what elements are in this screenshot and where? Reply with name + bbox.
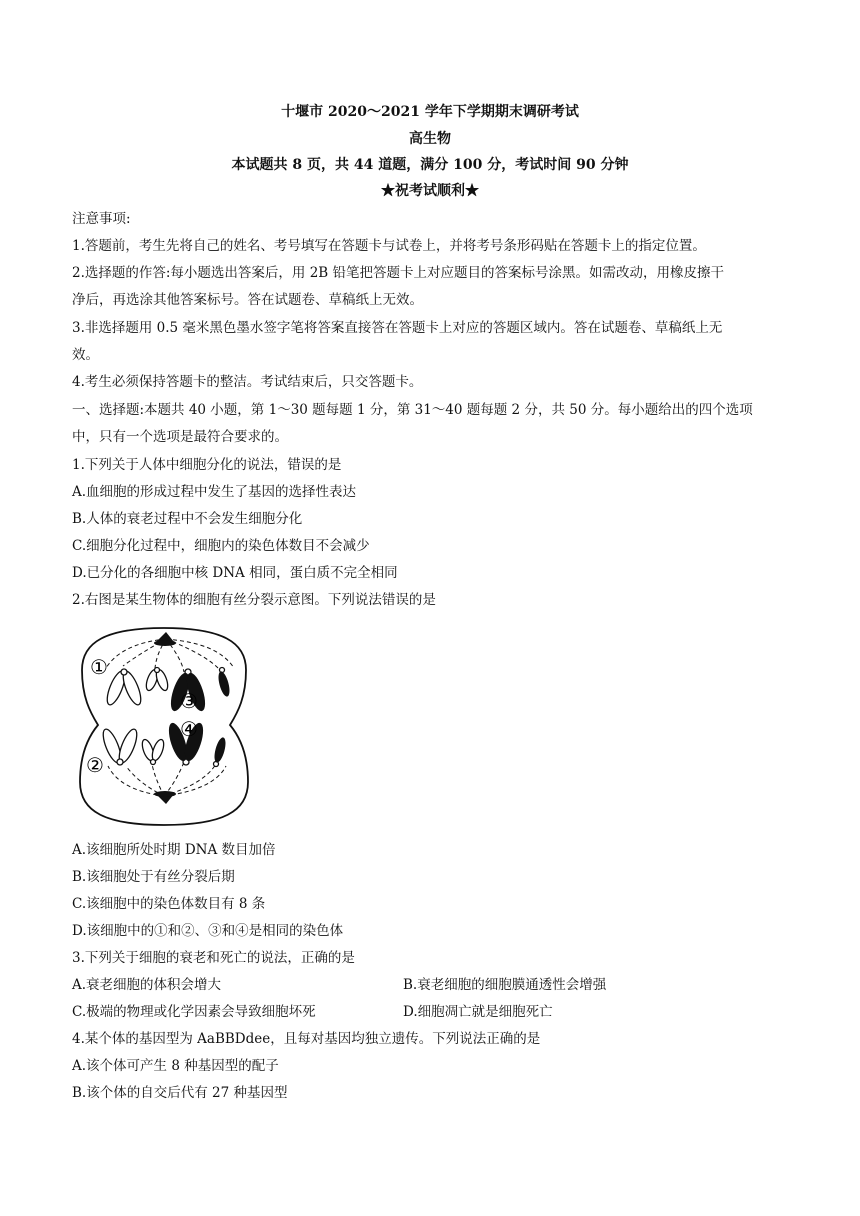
notice-item-3a: 3.非选择题用 0.5 毫米黑色墨水签字笔将答案直接答在答题卡上对应的答题区域内。答在试题卷、草稿纸上无 [72,320,723,336]
chromosomes-upper [104,668,225,707]
section1-intro-a: 一、选择题:本题共 40 小题，第 1～30 题每题 1 分，第 31～40 题每题 2 分，共 50 分。每小题给出的四个选项 [72,402,753,418]
notice-item-1: 1.答题前，考生先将自己的姓名、考号填写在答题卡与试卷上，并将考号条形码贴在答题卡上的指定位置。 [72,238,706,254]
q1-option-a: A.血细胞的形成过程中发生了基因的选择性表达 [72,484,357,500]
q3-option-d: D.细胞凋亡就是细胞死亡 [403,1004,553,1020]
q1-option-d: D.已分化的各细胞中核 DNA 相同，蛋白质不完全相同 [72,565,398,581]
q4-option-b: B.该个体的自交后代有 27 种基因型 [72,1085,288,1101]
exam-subject: 高生物 [409,131,451,147]
q2-option-c: C.该细胞中的染色体数目有 8 条 [72,896,266,912]
notice-item-4: 4.考生必须保持答题卡的整洁。考试结束后，只交答题卡。 [72,374,423,390]
section1-intro-b: 中，只有一个选项是最符合要求的。 [72,429,288,445]
q2-option-a: A.该细胞所处时期 DNA 数目加倍 [72,842,276,858]
exam-info: 本试题共 8 页，共 44 道题，满分 100 分，考试时间 90 分钟 [231,157,629,173]
q4-stem: 4.某个体的基因型为 AaBBDdee，且每对基因均独立遗传。下列说法正确的是 [72,1031,541,1047]
q1-option-c: C.细胞分化过程中，细胞内的染色体数目不会减少 [72,538,370,554]
figure-label-1: ① [90,655,108,679]
q2-option-b: B.该细胞处于有丝分裂后期 [72,869,235,885]
q3-option-c: C.极端的物理或化学因素会导致细胞坏死 [72,1004,316,1020]
q1-option-b: B.人体的衰老过程中不会发生细胞分化 [72,511,303,527]
q3-option-b: B.衰老细胞的细胞膜通透性会增强 [403,977,607,993]
exam-wish: ★祝考试顺利★ [381,183,479,199]
q3-option-a: A.衰老细胞的体积会增大 [72,977,222,993]
exam-title: 十堰市 2020～2021 学年下学期期末调研考试 [281,104,579,120]
figure-label-4: ④ [180,717,198,741]
q2-option-d: D.该细胞中的①和②、③和④是相同的染色体 [72,923,344,939]
figure-label-3: ③ [180,689,198,713]
q3-stem: 3.下列关于细胞的衰老和死亡的说法，正确的是 [72,950,355,966]
notice-heading: 注意事项: [72,211,131,227]
notice-item-2b: 净后，再选涂其他答案标号。答在试题卷、草稿纸上无效。 [72,292,423,308]
figure-label-2: ② [86,753,104,777]
chromosomes-upper-dark [167,670,232,713]
spindle-fibers-lower [108,762,226,796]
mitosis-cell-figure [76,622,252,830]
q1-stem: 1.下列关于人体中细胞分化的说法，错误的是 [72,457,342,473]
q2-stem: 2.右图是某生物体的细胞有丝分裂示意图。下列说法错误的是 [72,592,436,608]
notice-item-3b: 效。 [72,347,99,363]
q4-option-a: A.该个体可产生 8 种基因型的配子 [72,1058,279,1074]
notice-item-2a: 2.选择题的作答:每小题选出答案后，用 2B 铅笔把答题卡上对应题目的答案标号涂黑。如需改动，用橡皮擦干 [72,265,725,281]
